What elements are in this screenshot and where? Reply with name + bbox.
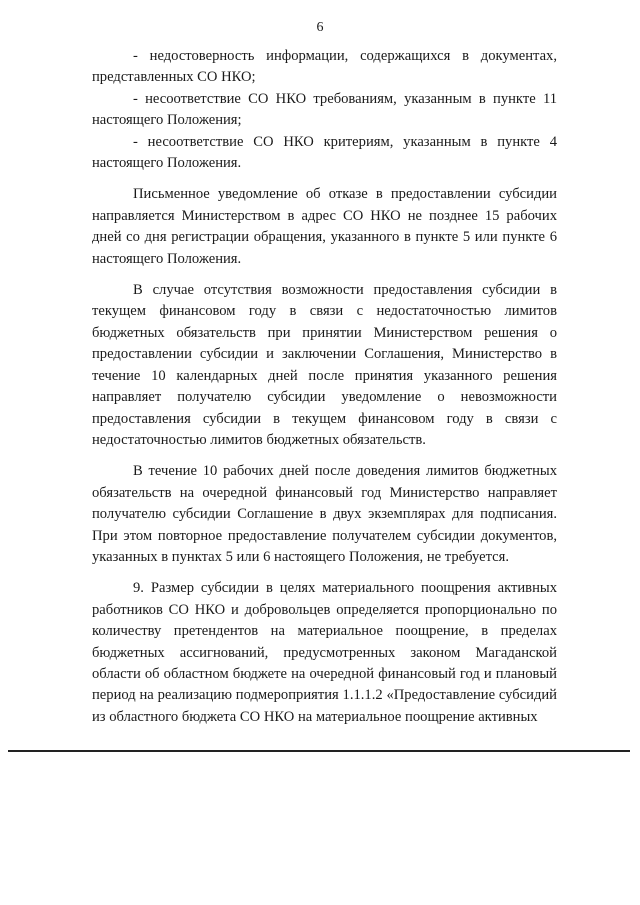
list-item-unreliable-information: - недостоверность информации, содержащихся в документах, представленных СО НКО; <box>92 48 557 86</box>
paragraph-agreement-dispatch: В течение 10 рабочих дней после доведения лимитов бюджетных обязательств на очередной финансовый год Министерство направляет получателю субсидии Соглашение в двух экземплярах для подписания. При этом повторное предоставление получателем субсидии документов, указанных в пунктах 5 или 6 настоящего Положения, не требуется. <box>92 463 557 565</box>
paragraph-refusal-notice: Письменное уведомление об отказе в предоставлении субсидии направляется Министерством в адрес СО НКО не позднее 15 рабочих дней со дня регистрации обращения, указанного в пункте 5 или пункте 6 настоящего Положения. <box>92 186 557 267</box>
list-item-criteria-mismatch: - несоответствие СО НКО критериям, указанным в пункте 4 настоящего Положения. <box>92 133 557 172</box>
paragraph-insufficient-limits: В случае отсутствия возможности предоставления субсидии в текущем финансовом году в связи с недостаточностью лимитов бюджетных обязательств при принятии Министерством решения о предоставлении субсидии и заключении Соглашения, Министерство в течение 10 календарных дней после принятия указанного решения направляет получателю субсидии уведомление о невозможности предоставления субсидии в текущем финансовом году в связи с недостаточностью лимитов бюджетных обязательств. <box>92 282 557 448</box>
list-item-requirements-mismatch: - несоответствие СО НКО требованиям, указанным в пункте 11 настоящего Положения; <box>92 90 557 129</box>
footer-rule <box>8 750 630 752</box>
document-body <box>92 46 557 728</box>
page-number: 6 <box>316 20 324 35</box>
paragraph-item-9-subsidy-size: 9. Размер субсидии в целях материального поощрения активных работников СО НКО и добровольцев определяется пропорционально по количеству претендентов на материальное поощрение, в пределах бюджетных ассигнований, предусмотренных законом Магаданской области об областном бюджете на очередной финансовый год и плановый период на реализацию подмероприятия 1.1.1.2 «Предоставление субсидий из областного бюджета СО НКО на материальное поощрение активных <box>92 580 557 725</box>
